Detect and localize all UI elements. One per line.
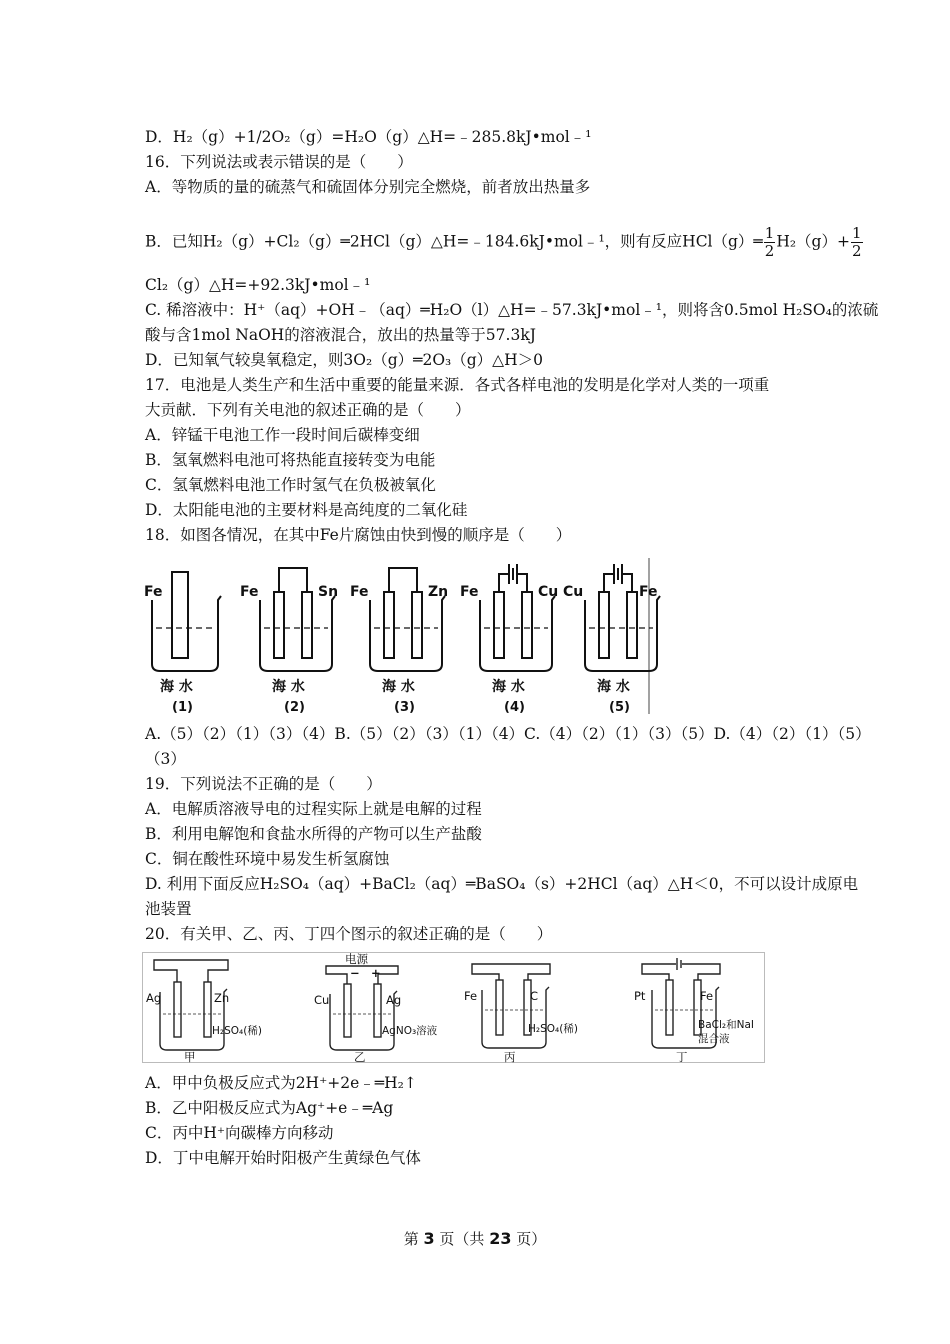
- cell-yi-left: Cu: [314, 993, 330, 1007]
- cell-5: [563, 564, 660, 715]
- question-20: 20．有关甲、乙、丙、丁四个图示的叙述正确的是（ ）: [145, 925, 553, 943]
- cell-5-left-label: Cu: [563, 584, 584, 600]
- cell-2-right-label: Sn: [318, 584, 339, 600]
- fraction-denominator: 2: [764, 242, 775, 260]
- cell-4-left-label: Fe: [460, 584, 479, 600]
- answers-18-line1: A.（5）（2）（1）（3）（4）B.（5）（2）（3）（1）（4）C.（4）（2）（1）（3）（5）D.（4）（2）（1）（5）: [145, 725, 871, 743]
- option-16-b: [145, 225, 864, 260]
- question-17-line1: 17．电池是人类生产和生活中重要的能量来源．各式各样电池的发明是化学对人类的一项重: [145, 376, 770, 394]
- fraction-denominator: 2: [851, 242, 862, 260]
- option-16-b-text: B．已知H₂（g）+Cl₂（g）═2HCl（g）△H=﹣184.6kJ•mol﹣¹，则有反应HCl（g）═: [145, 232, 763, 251]
- option-19-b: B．利用电解饱和食盐水所得的产物可以生产盐酸: [145, 825, 482, 843]
- option-20-c: C．丙中H⁺向碳棒方向移动: [145, 1124, 334, 1142]
- option-16-c-line1: C. 稀溶液中：H⁺（aq）+OH﹣（aq）═H₂O（l）△H=﹣57.3kJ•mol﹣¹，则将含0.5mol H₂SO₄的浓硫: [145, 301, 879, 319]
- fraction-numerator: 1: [764, 224, 775, 242]
- cell-4: [460, 564, 558, 715]
- cell-jia-left: Ag: [146, 991, 162, 1005]
- option-17-d: D．太阳能电池的主要材料是高纯度的二氧化硅: [145, 501, 468, 519]
- option-16-b-mid: H₂（g）+: [776, 232, 850, 251]
- footer-prefix: 第: [403, 1230, 424, 1248]
- cell-1: [144, 572, 221, 715]
- cell-4-liquid: 海 水: [492, 679, 525, 695]
- option-16-b-cont: Cl₂（g）△H=+92.3kJ•mol﹣¹: [145, 276, 371, 294]
- fraction-half-2: [851, 225, 863, 260]
- cell-5-number: (5): [609, 700, 630, 715]
- question-17-line2: 大贡献．下列有关电池的叙述正确的是（ ）: [145, 401, 471, 419]
- cell-5-right-label: Fe: [639, 584, 658, 600]
- answers-18-line2: （3）: [145, 750, 186, 768]
- cell-yi-right: Ag: [386, 993, 402, 1007]
- option-19-d-line1: D. 利用下面反应H₂SO₄（aq）+BaCl₂（aq）═BaSO₄（s）+2HCl（aq）△H＜0，不可以设计成原电: [145, 875, 859, 893]
- cell-ding-solution-line2: 混合液: [698, 1033, 730, 1045]
- cell-ding-solution-line1: BaCl₂和NaI: [698, 1019, 754, 1031]
- option-16-prev-d: D．H₂（g）+1/2O₂（g）=H₂O（g）△H=﹣285.8kJ•mol﹣¹: [145, 128, 592, 146]
- option-19-d-line2: 池装置: [145, 900, 192, 918]
- cell-jia: [146, 960, 262, 1064]
- page-footer: [0, 1228, 950, 1249]
- cell-3-number: (3): [394, 700, 415, 715]
- cell-bing-name: 丙: [504, 1050, 516, 1064]
- cell-4-right-label: Cu: [538, 584, 559, 600]
- cell-yi-solution: AgNO₃溶液: [382, 1025, 438, 1037]
- cell-jia-right: Zn: [214, 991, 230, 1005]
- total-pages: 23: [489, 1229, 512, 1248]
- option-19-a: A．电解质溶液导电的过程实际上就是电解的过程: [145, 800, 482, 818]
- cell-jia-solution: H₂SO₄(稀): [212, 1025, 262, 1037]
- cell-3-right-label: Zn: [428, 584, 449, 600]
- figure-18-corrosion-cells: [142, 556, 662, 716]
- footer-suffix: 页）: [511, 1230, 547, 1248]
- cell-2-liquid: 海 水: [272, 679, 305, 695]
- option-20-b: B．乙中阳极反应式为Ag⁺+e﹣═Ag: [145, 1099, 394, 1117]
- question-16: 16．下列说法或表示错误的是（ ）: [145, 153, 413, 171]
- option-17-c: C．氢氧燃料电池工作时氢气在负极被氧化: [145, 476, 436, 494]
- option-20-a: A．甲中负极反应式为2H⁺+2e﹣═H₂↑: [145, 1074, 417, 1092]
- footer-middle: 页（共: [434, 1230, 490, 1248]
- option-16-a: A．等物质的量的硫蒸气和硫固体分别完全燃烧，前者放出热量多: [145, 178, 591, 196]
- cell-2-left-label: Fe: [240, 584, 259, 600]
- cell-1-left-label: Fe: [144, 584, 163, 600]
- cell-yi-minus: −: [350, 966, 360, 980]
- cell-bing: [464, 964, 578, 1064]
- cell-bing-solution: H₂SO₄(稀): [528, 1023, 578, 1035]
- option-19-c: C．铜在酸性环境中易发生析氢腐蚀: [145, 850, 390, 868]
- cell-1-number: (1): [172, 700, 193, 715]
- cell-yi-name: 乙: [354, 1050, 366, 1064]
- cell-yi-plus: +: [371, 966, 381, 980]
- cell-2: [240, 568, 338, 715]
- option-20-d: D．丁中电解开始时阳极产生黄绿色气体: [145, 1149, 421, 1167]
- cell-5-liquid: 海 水: [597, 679, 630, 695]
- current-page-number: 3: [423, 1229, 435, 1248]
- cell-ding-left: Pt: [634, 989, 646, 1003]
- cell-ding-name: 丁: [676, 1050, 688, 1064]
- option-17-b: B．氢氧燃料电池可将热能直接转变为电能: [145, 451, 436, 469]
- cell-bing-left: Fe: [464, 989, 478, 1003]
- cell-yi-power-source: 电源: [345, 952, 368, 966]
- cell-4-number: (4): [504, 700, 525, 715]
- cell-ding: [634, 958, 754, 1064]
- cell-1-liquid: 海 水: [160, 679, 193, 695]
- cell-bing-right: C: [530, 989, 539, 1003]
- option-16-c-line2: 酸与含1mol NaOH的溶液混合，放出的热量等于57.3kJ: [145, 326, 536, 344]
- question-18: 18．如图各情况，在其中Fe片腐蚀由快到慢的顺序是（ ）: [145, 526, 572, 544]
- cell-2-number: (2): [284, 700, 305, 715]
- cell-3-liquid: 海 水: [382, 679, 415, 695]
- cell-3-left-label: Fe: [350, 584, 369, 600]
- figure-20-electrochemical-cells: [142, 952, 767, 1064]
- cell-yi: [314, 952, 438, 1064]
- fraction-numerator: 1: [851, 224, 862, 242]
- question-19: 19．下列说法不正确的是（ ）: [145, 775, 382, 793]
- cell-3: [350, 568, 448, 715]
- fraction-half-1: [764, 225, 776, 260]
- option-16-d: D．已知氧气较臭氧稳定，则3O₂（g）═2O₃（g）△H＞0: [145, 351, 543, 369]
- cell-jia-name: 甲: [184, 1050, 196, 1064]
- option-17-a: A．锌锰干电池工作一段时间后碳棒变细: [145, 426, 420, 444]
- cell-ding-right: Fe: [700, 989, 714, 1003]
